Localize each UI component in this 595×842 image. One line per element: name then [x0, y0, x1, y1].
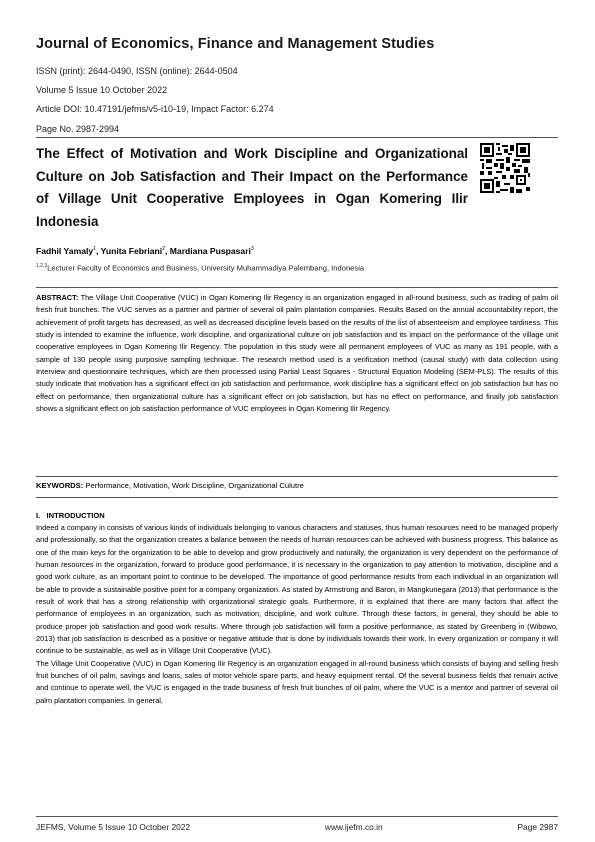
- keywords-text: Performance, Motivation, Work Discipline, Organizational Culutre: [85, 481, 304, 490]
- abstract-text: The Village Unit Cooperative (VUC) in Ogan Komering Ilir Regency is an organization engaged in all-round business, such as trading of palm oil fresh fruit bunches. The VUC serves as a partner and partner of several oil palm plantation companies. Results Based on the annual accountability report, the achievement of profit targets has decreased, as well as decreased discipline levels based on the results of the list of absenteeism and employee tardiness. This study is intended to examine the influence, work discipline, and organizational culture on job satisfaction and its impact on the performance of the village unit cooperative employees in Ogan Komering Ilir Regency. The population in this study were all permanent employees of VUC as many as 191 people, with a sample of 130 people using purposive sampling technique. The research method used is a verification method (causal study) with data collection using Interview and questionnaire techniques, which are then processed using Partial Least Squares - Structural Equation Modeling (SEM-PLS). The results of this study indicate that motivation has a significant effect on job satisfaction and performance, work discipline has a significant effect on job satisfaction but has no effect on performance, then organizational culture has a significant effect on job satisfaction, but has no effect on performance, and finally job satisfaction shows a significant effect on job satisfaction performance of VUC employees in Ogan Komering Ilir Regency.: [36, 293, 558, 414]
- paper-title: [36, 143, 468, 233]
- page-footer: [36, 822, 558, 832]
- title-line: Culture on Job Satisfaction and Their Impact on the Performance: [36, 168, 468, 184]
- page-range-line: Page No. 2987-2994: [36, 124, 120, 134]
- author-name: Fadhil Yamaly: [36, 246, 94, 256]
- abstract-top-divider: [36, 287, 558, 288]
- issn-line: ISSN (print): 2644-0490, ISSN (online): 2644-0504: [36, 66, 238, 76]
- affiliation-text: Lecturer Faculty of Economics and Business, University Muhammadiya Palembang, Indonesia: [47, 263, 365, 273]
- abstract: [36, 292, 558, 415]
- title-line: of Village Unit Cooperative Employees in Ogan Komering Ilir: [36, 191, 468, 206]
- section-heading: I. INTRODUCTION: [36, 511, 105, 520]
- author-affil-mark: 2: [162, 246, 165, 253]
- footer-journal: JEFMS, Volume 5 Issue 10 October 2022: [36, 822, 191, 832]
- abstract-bottom-divider: [36, 476, 558, 477]
- keywords: [36, 481, 304, 490]
- footer-divider: [36, 816, 558, 817]
- abstract-label: ABSTRACT:: [36, 293, 79, 302]
- body-text: [36, 522, 558, 707]
- paragraph: The Village Unit Cooperative (VUC) in Ogan Komering Ilir Regency is an organization engaged in all-round business which consists of buying and selling fresh fruit bunches of oil palm, savings and loans, sales of motor vehicle spare parts, and heavy equipment rental. Of the several business fields that remain active and continue to operate well, the VUC is engaged in the trade business of fresh fruit bunches of oil palm, where the VUC is a mentor and partner of several oil palm plantation companies. In general,: [36, 658, 558, 705]
- volume-line: Volume 5 Issue 10 October 2022: [36, 85, 168, 95]
- affiliation: [36, 263, 364, 273]
- footer-website-link[interactable]: www.ijefm.co.in: [324, 822, 383, 832]
- author-affil-mark: 1: [93, 246, 96, 253]
- journal-title: Journal of Economics, Finance and Management Studies: [36, 36, 435, 52]
- qr-code-icon: [480, 143, 530, 193]
- author-affil-mark: 3: [250, 246, 254, 253]
- paragraph: Indeed a company in consists of various kinds of individuals belonging to various characters and statuses, thus human resources need to be managed properly and professionally, so that the organization creates a balance between the needs of human resources can be achieved with business progress. This balance as one of the main keys for the organization to be able to develop and grow productively and naturally, the organization is very dependent on the performance of human resources in the organization, forward to produce good performance, it is necessary in the organization to pay attention to motivation, discipline and a good work culture, as an important point to continue to be developed. The importance of good performance results from each individual in an organization will be able to provide a sustainable positive point for a company organization. As stated by Armstrong and Baron, in Mangkunegara (2013) that performance is the result of work that has a strong relationship with organizational strategic goals. Furthermore, it is explained that there are many factors that affect the performance of employees in an organization, such as motivation, discipline, and work culture. Through these factors, in general, they should be able to produce proper job satisfaction and good work results. Where through job satisfaction will form a positive performance, as stated by Greenberg in (Wibowo, 2013) that job satisfaction is described as a positive or negative attitude that is done by individuals towards their work. In every organization or company it will continue to be sustainable, as well as in Village Unit Cooperative (VUC).: [36, 523, 558, 656]
- author-list: Fadhil Yamaly$^1$, Yunita Febriani$^2$, Mardiana Puspasari$^3$: [36, 246, 254, 256]
- doi-line: Article DOI: 10.47191/jefms/v5-i10-19, Impact Factor: 6.274: [36, 104, 274, 114]
- author-name: Yunita Febriani: [100, 246, 163, 256]
- keywords-label: KEYWORDS:: [36, 481, 84, 490]
- title-line: Indonesia: [36, 213, 99, 229]
- affiliation-mark: 1,2,3: [36, 263, 48, 269]
- footer-page-number: Page 2987: [517, 822, 558, 832]
- author-name: Mardiana Puspasari: [169, 246, 251, 256]
- header-divider: [36, 137, 558, 138]
- keywords-divider: [36, 497, 558, 498]
- title-line: The Effect of Motivation and Work Discipline and Organizational: [36, 146, 468, 161]
